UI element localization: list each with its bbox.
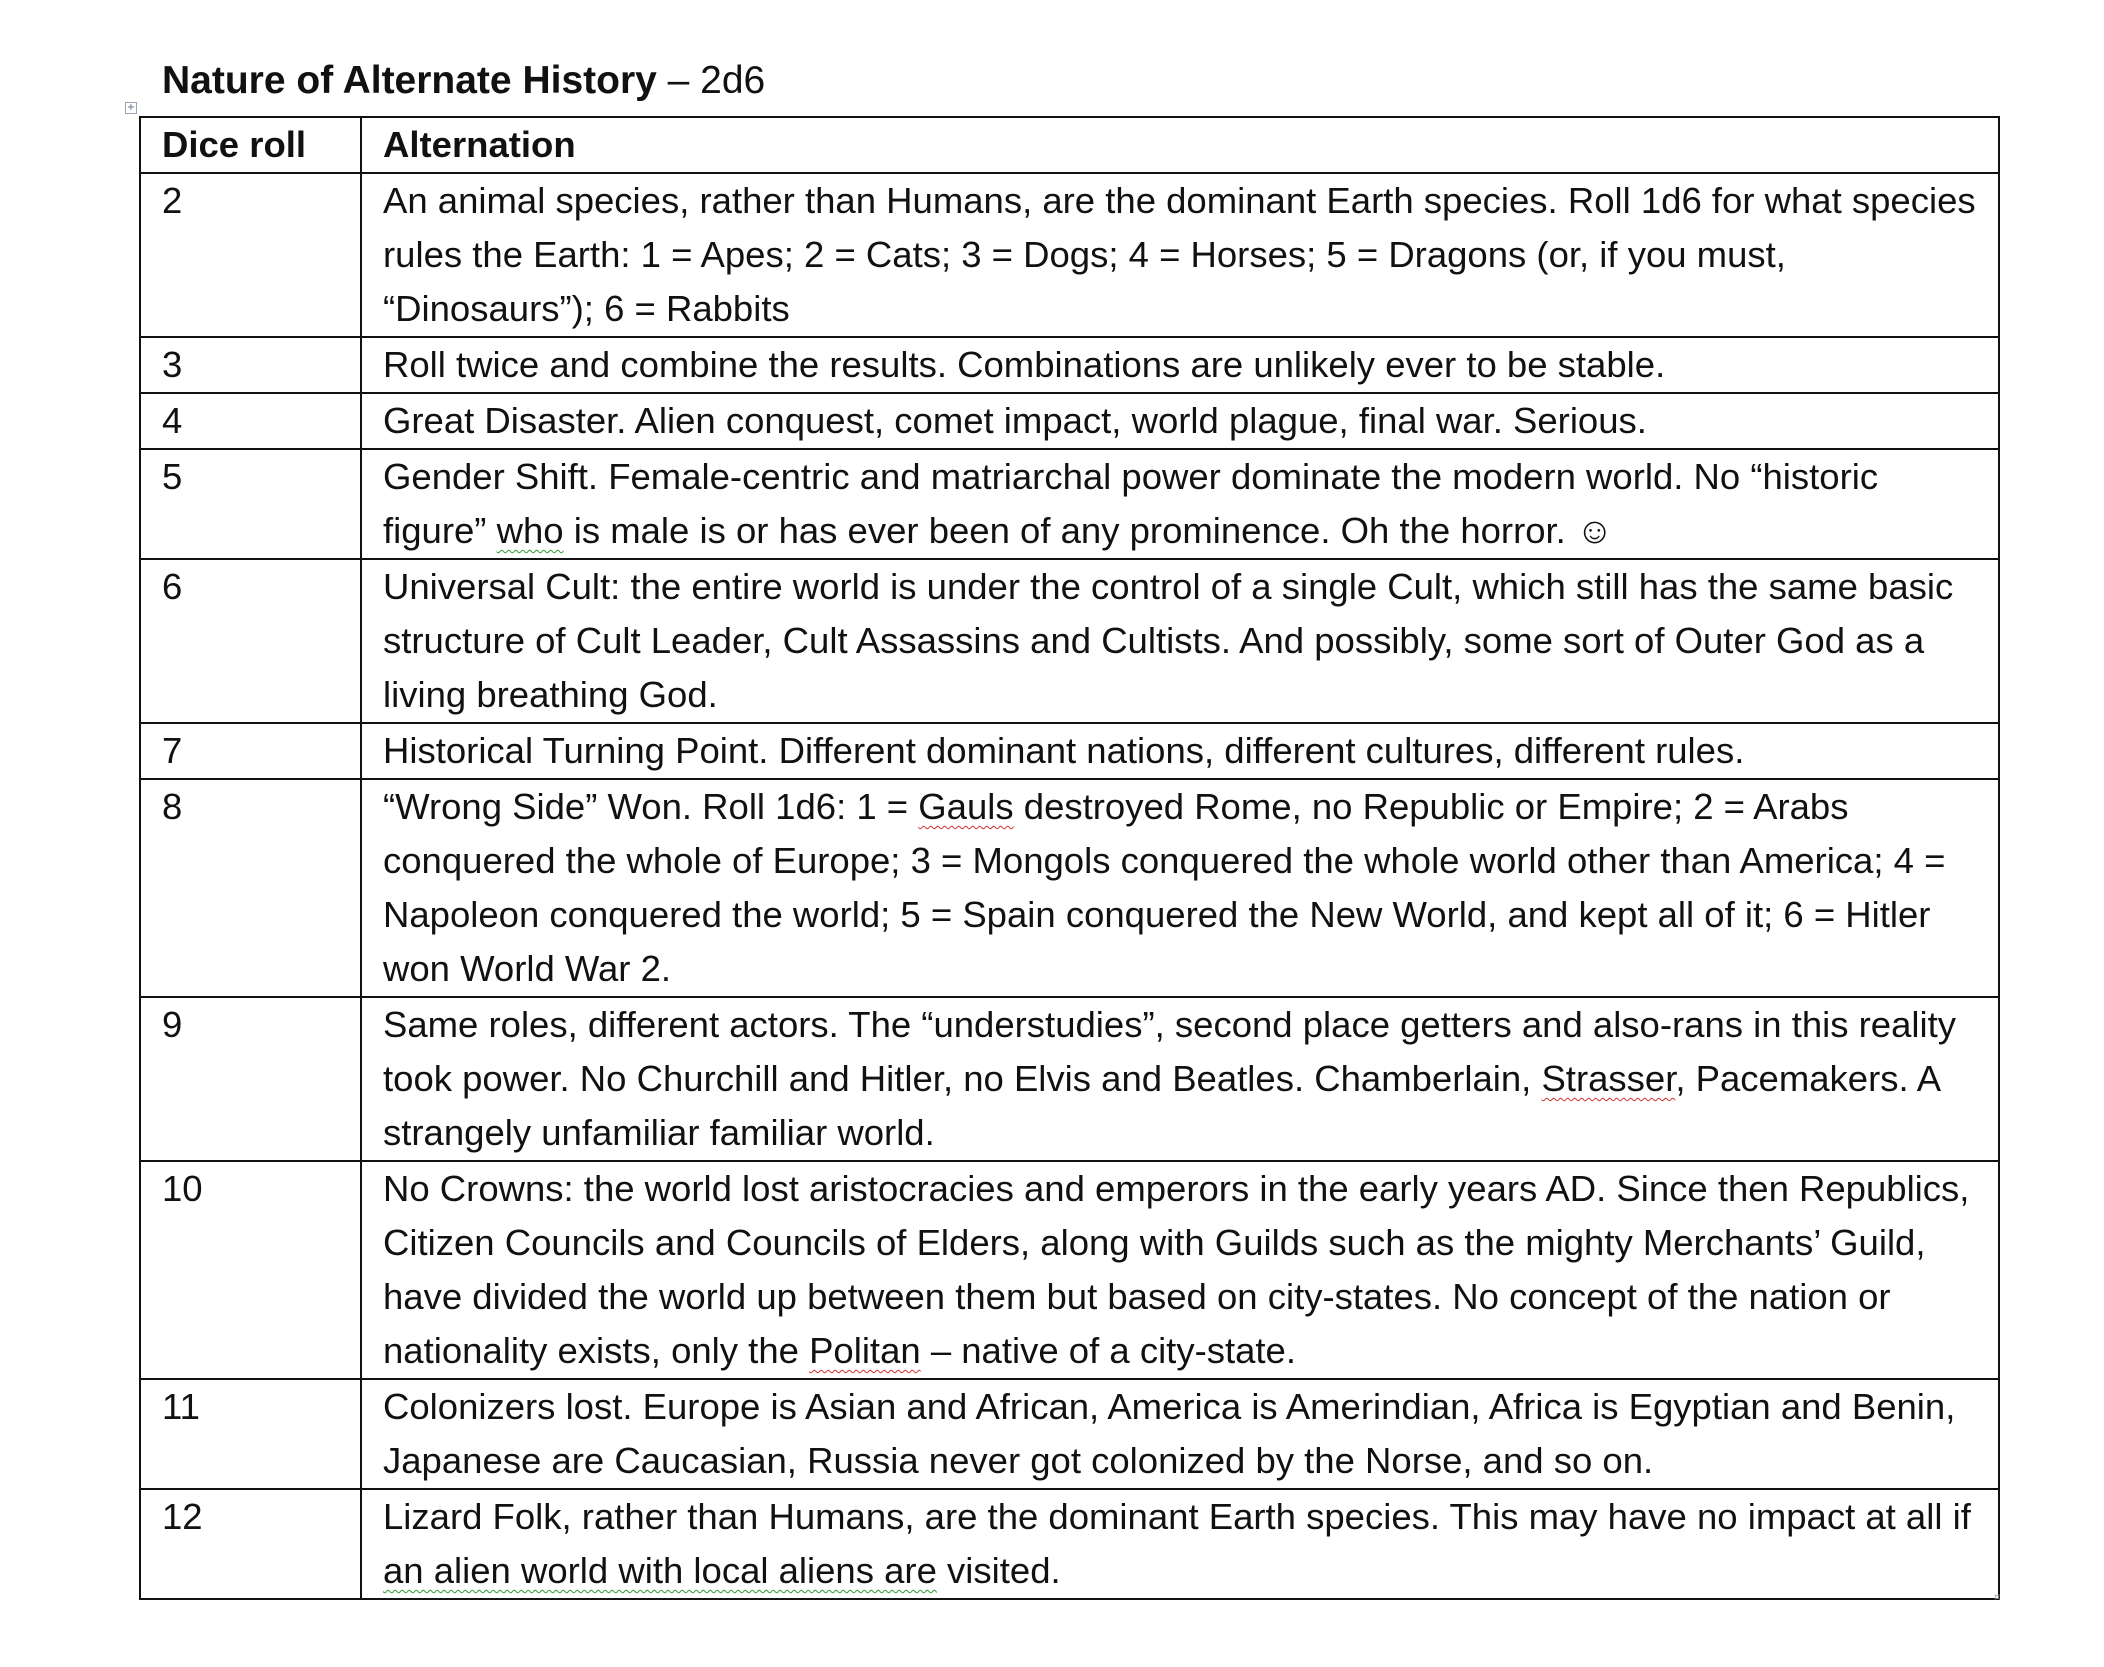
alternation-cell	[361, 1489, 1999, 1599]
roll-cell: 9	[140, 997, 361, 1161]
table-end-mark-icon: ¤	[1994, 1592, 2001, 1603]
roll-cell: 12	[140, 1489, 361, 1599]
table-move-handle-icon[interactable]: +	[126, 102, 136, 113]
table-row	[140, 393, 1999, 449]
table-row	[140, 1489, 1999, 1599]
alternation-cell	[361, 449, 1999, 559]
table-row	[140, 337, 1999, 393]
alternation-cell: An animal species, rather than Humans, are the dominant Earth species. Roll 1d6 for what species rules the Earth: 1 = Apes; 2 = Cats; 3 = Dogs; 4 = Horses; 5 = Dragons (or, if you must, “Dinosaurs”); 6 = Rabbits	[361, 173, 1999, 337]
table-row	[140, 1161, 1999, 1379]
alternation-text-part: is male is or has ever been of any prominence. Oh the horror. ☺	[563, 510, 1614, 551]
alternation-cell: Universal Cult: the entire world is under the control of a single Cult, which still has the same basic structure of Cult Leader, Cult Assassins and Cultists. And possibly, some sort of Outer God as a living breathing God.	[361, 559, 1999, 723]
heading-title: Nature of Alternate History	[162, 59, 657, 102]
alternation-cell: Colonizers lost. Europe is Asian and African, America is Amerindian, Africa is Egyptian and Benin, Japanese are Caucasian, Russia never got colonized by the Norse, and so on.	[361, 1379, 1999, 1489]
spelling-flagged-word: Gauls	[918, 786, 1014, 827]
alternation-cell	[361, 1161, 1999, 1379]
table-row	[140, 1379, 1999, 1489]
alternation-text-part: visited.	[936, 1550, 1061, 1591]
heading-suffix: – 2d6	[656, 59, 766, 102]
roll-cell: 11	[140, 1379, 361, 1489]
header-dice-roll: Dice roll	[140, 117, 361, 173]
roll-cell: 8	[140, 779, 361, 997]
spelling-flagged-word: Strasser	[1541, 1058, 1676, 1099]
table-row	[140, 559, 1999, 723]
roll-cell: 3	[140, 337, 361, 393]
table-row	[140, 173, 1999, 337]
alternation-cell	[361, 779, 1999, 997]
roll-cell: 2	[140, 173, 361, 337]
roll-cell: 10	[140, 1161, 361, 1379]
alternation-text-part: , Pacemakers. A strangely unfamiliar familiar world.	[383, 1058, 1940, 1153]
table-row	[140, 779, 1999, 997]
grammar-flagged-word: who	[496, 510, 564, 551]
alternate-history-table	[139, 116, 2000, 1600]
alternation-cell: Roll twice and combine the results. Combinations are unlikely ever to be stable.	[361, 337, 1999, 393]
table-row	[140, 723, 1999, 779]
page-heading	[162, 54, 765, 108]
table-header-row	[140, 117, 1999, 173]
roll-cell: 4	[140, 393, 361, 449]
alternation-text-part: No Crowns: the world lost aristocracies and emperors in the early years AD. Since then Republics, Citizen Councils and Councils of Elders, along with Guilds such as the mighty Merchants’ Guild, have divided the world up between them but based on city-states. No concept of the nation or nationality exists, only the	[383, 1168, 1970, 1371]
grammar-flagged-phrase: an alien world with local aliens are	[383, 1550, 937, 1591]
alternation-cell	[361, 997, 1999, 1161]
alternation-text-part: “Wrong Side” Won. Roll 1d6: 1 =	[383, 786, 919, 827]
alternation-text-part: Same roles, different actors. The “understudies”, second place getters and also-rans in this reality took power. No Churchill and Hitler, no Elvis and Beatles. Chamberlain,	[383, 1004, 1957, 1099]
alternation-text-part: – native of a city-state.	[920, 1330, 1296, 1371]
roll-cell: 6	[140, 559, 361, 723]
alternation-cell: Historical Turning Point. Different dominant nations, different cultures, different rules.	[361, 723, 1999, 779]
table-row	[140, 997, 1999, 1161]
alternation-text-part: Gender Shift. Female-centric and matriarchal power dominate the modern world. No “historic figure”	[383, 456, 1879, 551]
roll-cell: 5	[140, 449, 361, 559]
table-row	[140, 449, 1999, 559]
spelling-flagged-word: Politan	[809, 1330, 921, 1371]
header-alternation: Alternation	[361, 117, 1999, 173]
roll-cell: 7	[140, 723, 361, 779]
alternation-text-part: destroyed Rome, no Republic or Empire; 2 = Arabs conquered the whole of Europe; 3 = Mongols conquered the whole world other than America; 4 = Napoleon conquered the world; 5 = Spain conquered the New World, and kept all of it; 6 = Hitler won World War 2.	[383, 786, 1946, 989]
alternation-cell: Great Disaster. Alien conquest, comet impact, world plague, final war. Serious.	[361, 393, 1999, 449]
alternation-text-part: Lizard Folk, rather than Humans, are the dominant Earth species. This may have no impact at all if	[383, 1496, 1971, 1537]
